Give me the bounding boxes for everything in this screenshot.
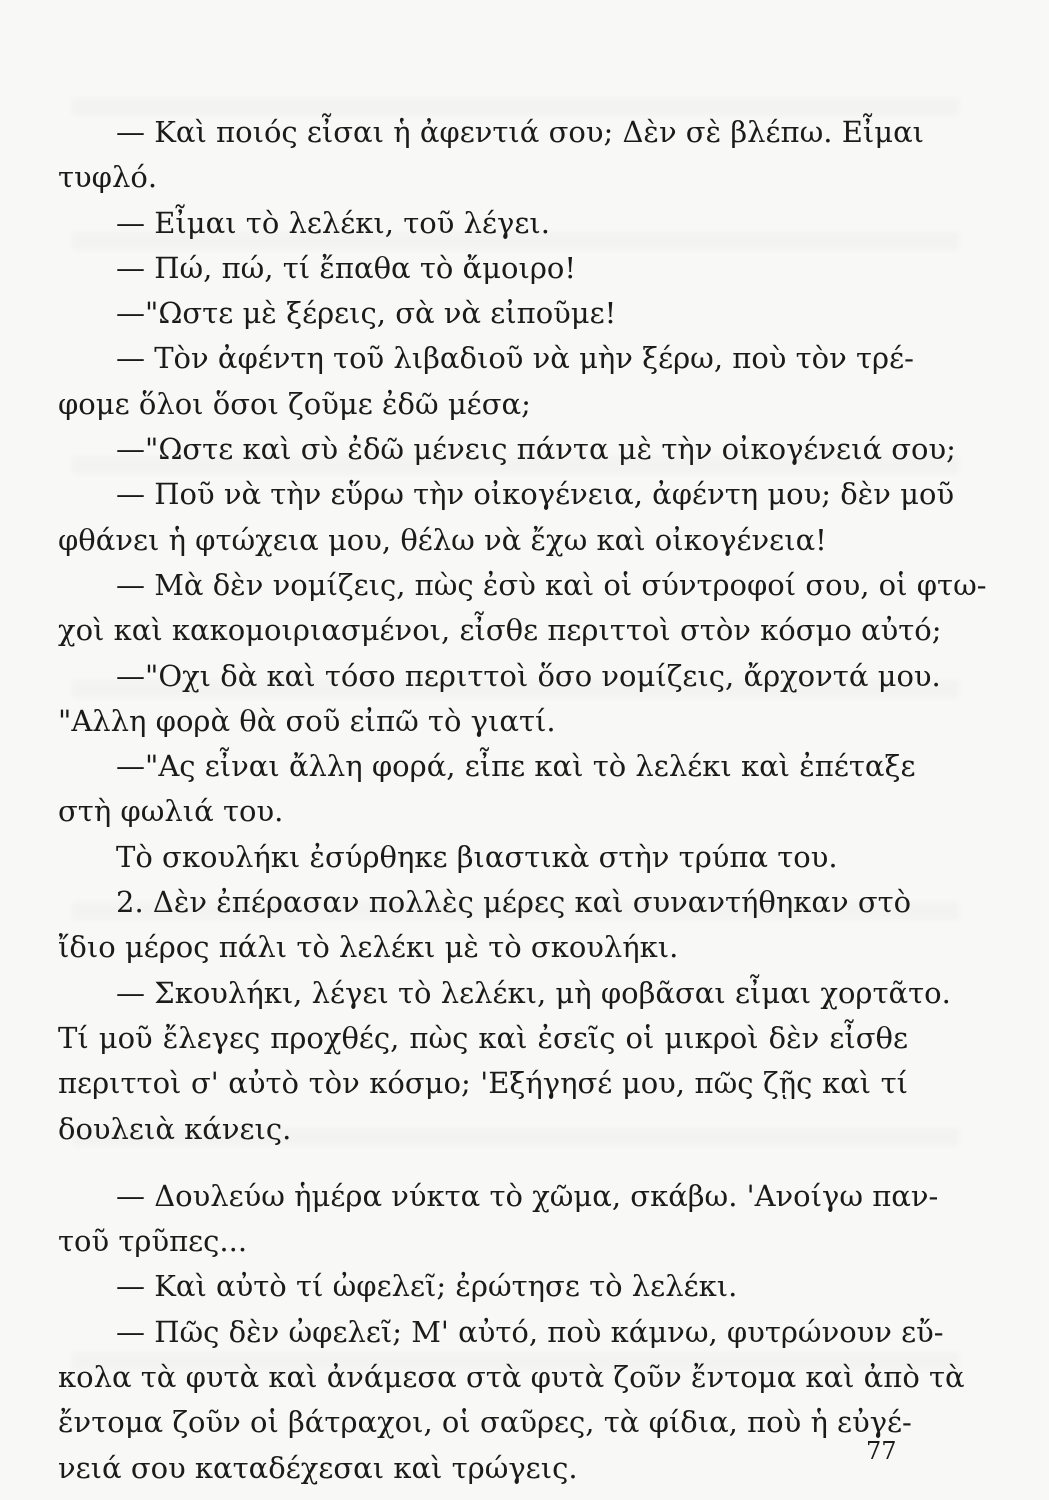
paragraph (58, 1264, 908, 1309)
paragraph (58, 1310, 965, 1491)
main-text (58, 110, 987, 1491)
text-line: τοῦ τρῦπες... (58, 1224, 248, 1259)
paragraph (58, 563, 987, 654)
text-line: ἔντομα ζοῦν οἱ βάτραχοι, οἱ σαῦρες, τὰ φίδια, ποὺ ἡ εὐγέ- (58, 1405, 912, 1440)
text-line: —"Ωστε μὲ ξέρεις, σὰ νὰ εἰποῦμε! (116, 296, 617, 331)
paragraph (58, 472, 955, 563)
paragraph (58, 291, 908, 336)
text-line: —"Οχι δὰ καὶ τόσο περιττοὶ ὅσο νομίζεις, ἄρχοντά μου. (116, 658, 941, 693)
text-line: — Δουλεύω ἡμέρα νύκτα τὸ χῶμα, σκάβω. 'Ανοίγω παν- (116, 1178, 939, 1213)
text-line: — Εἶμαι τὸ λελέκι, τοῦ λέγει. (116, 205, 550, 240)
paragraph (58, 246, 908, 291)
text-line: φομε ὅλοι ὅσοι ζοῦμε ἐδῶ μέσα; (58, 386, 531, 421)
text-line: — Καὶ ποιός εἶσαι ἡ ἀφεντιά σου; Δὲν σὲ βλέπω. Εἶμαι (116, 115, 925, 149)
text-line: — Πώ, πώ, τί ἔπαθα τὸ ἄμοιρο! (116, 250, 576, 285)
paragraph (58, 110, 925, 201)
paragraph (58, 336, 914, 427)
text-line: — Καὶ αὐτὸ τί ὠφελεῖ; ἐρώτησε τὸ λελέκι. (116, 1269, 738, 1304)
text-line: 2. Δὲν ἐπέρασαν πολλὲς μέρες καὶ συναντήθηκαν στὸ (116, 885, 912, 920)
paragraph (58, 1174, 939, 1265)
text-line: νειά σου καταδέχεσαι καὶ τρώγεις. (58, 1450, 578, 1485)
text-line: ἴδιο μέρος πάλι τὸ λελέκι μὲ τὸ σκουλήκι. (58, 930, 679, 965)
text-line: — Σκουλήκι, λέγει τὸ λελέκι, μὴ φοβᾶσαι εἶμαι χορτᾶτο. (116, 975, 951, 1010)
text-line: Τὸ σκουλήκι ἐσύρθηκε βιαστικὰ στὴν τρύπα του. (116, 839, 838, 874)
text-line: — Πῶς δὲν ὠφελεῖ; Μ' αὐτό, ποὺ κάμνω, φυτρώνουν εὔ- (116, 1314, 944, 1349)
page-number: 77 (866, 1437, 897, 1465)
paragraph (58, 971, 951, 1152)
text-line: — Τὸν ἀφέντη τοῦ λιβαδιοῦ νὰ μὴν ξέρω, ποὺ τὸν τρέ- (116, 341, 914, 376)
text-line: — Ποῦ νὰ τὴν εὕρω τὴν οἰκογένεια, ἀφέντη μου; δὲν μοῦ (116, 477, 955, 512)
text-line: — Μὰ δὲν νομίζεις, πὼς ἐσὺ καὶ οἱ σύντροφοί σου, οἱ φτω- (116, 567, 987, 602)
text-line: φθάνει ἡ φτώχεια μου, θέλω νὰ ἔχω καὶ οἰκογένεια! (58, 522, 827, 557)
text-line: τυφλό. (58, 160, 158, 195)
text-line: κολα τὰ φυτὰ καὶ ἀνάμεσα στὰ φυτὰ ζοῦν ἔντομα καὶ ἀπὸ τὰ (58, 1360, 965, 1395)
text-line: χοὶ καὶ κακομοιριασμένοι, εἶσθε περιττοὶ στὸν κόσμο αὐτό; (58, 613, 942, 648)
paragraph (58, 654, 941, 745)
text-line: —"Ωστε καὶ σὺ ἐδῶ μένεις πάντα μὲ τὴν οἰκογένειά σου; (116, 432, 956, 467)
text-line: δουλειὰ κάνεις. (58, 1111, 292, 1146)
paragraph (58, 201, 908, 246)
text-line: Τί μοῦ ἔλεγες προχθές, πὼς καὶ ἐσεῖς οἱ μικροὶ δὲν εἶσθε (58, 1020, 908, 1055)
paragraph (58, 744, 916, 835)
text-line: "Αλλη φορὰ θὰ σοῦ εἰπῶ τὸ γιατί. (58, 703, 556, 738)
paragraph (58, 880, 912, 971)
paragraph (58, 835, 908, 880)
paragraph (58, 427, 956, 472)
text-line: στὴ φωλιά του. (58, 794, 284, 829)
text-line: —"Ας εἶναι ἄλλη φορά, εἶπε καὶ τὸ λελέκι καὶ ἐπέταξε (116, 749, 916, 784)
text-line: περιττοὶ σ' αὐτὸ τὸν κόσμο; 'Εξήγησέ μου, πῶς ζῇς καὶ τί (58, 1066, 908, 1101)
